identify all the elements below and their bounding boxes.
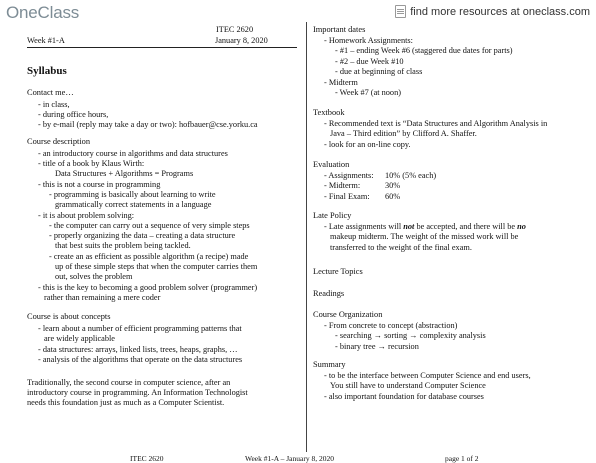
contact-line: - in class, <box>38 100 70 109</box>
organization-line: - binary tree → recursion <box>335 342 419 351</box>
concepts-line: are widely applicable <box>44 334 115 343</box>
header-course: ITEC 2620 <box>216 25 254 34</box>
concepts-heading: Course is about concepts <box>27 312 111 321</box>
description-line: - it is about problem solving: <box>38 211 135 220</box>
late-no-emphasis: no <box>517 222 526 231</box>
eval-value: 60% <box>385 192 401 201</box>
description-line: - create an as efficient as possible algorithm (a recipe) made <box>49 252 249 261</box>
textbook-line: - Recommended text is “Data Structures and Algorithm Analysis in <box>324 119 548 128</box>
traditional-line: Traditionally, the second course in computer science, after an <box>27 378 231 387</box>
organization-line: - searching → sorting → complexity analysis <box>335 331 486 340</box>
description-line: that best suits the problem being tackled. <box>55 241 191 250</box>
late-line: - Late assignments will not be accepted, and there will be no <box>324 222 526 231</box>
dates-line: - Midterm <box>324 78 358 87</box>
description-line: grammatically correct statements in a language <box>55 200 212 209</box>
dates-heading: Important dates <box>313 25 366 34</box>
summary-line: - also important foundation for database courses <box>324 392 484 401</box>
evaluation-heading: Evaluation <box>313 160 350 169</box>
traditional-line: needs this foundation just as much as a Computer Scientist. <box>27 398 225 407</box>
organization-line: - From concrete to concept (abstraction) <box>324 321 458 330</box>
readings-heading: Readings <box>313 289 345 298</box>
textbook-heading: Textbook <box>313 108 345 117</box>
contact-line: - during office hours, <box>38 110 109 119</box>
summary-line: You still have to understand Computer Science <box>330 381 486 390</box>
document-page <box>0 22 596 461</box>
page-title: Syllabus <box>27 65 67 77</box>
header-week: Week #1-A <box>27 36 65 45</box>
eval-value: 30% <box>385 181 401 190</box>
dates-line: - #1 – ending Week #6 (staggered due dates for parts) <box>335 46 513 55</box>
description-line: - title of a book by Klaus Wirth: <box>38 159 145 168</box>
eval-label: - Midterm: <box>324 181 361 190</box>
header-date: January 8, 2020 <box>215 36 268 45</box>
oneclass-topbar <box>0 0 596 22</box>
dates-line: - #2 – due Week #10 <box>335 57 404 66</box>
description-heading: Course description <box>27 137 91 146</box>
description-line: up of these simple steps that when the computer carries them <box>55 262 258 271</box>
description-line: Data Structures + Algorithms = Programs <box>55 169 194 178</box>
late-not-emphasis: not <box>403 222 415 231</box>
lecture-topics-heading: Lecture Topics <box>313 267 363 276</box>
description-line: - this is not a course in programming <box>38 180 161 189</box>
document-icon <box>395 5 406 18</box>
description-line: - the computer can carry out a sequence of very simple steps <box>49 221 250 230</box>
description-line: - programming is basically about learning to write <box>49 190 216 199</box>
dates-line: - Week #7 (at noon) <box>335 88 401 97</box>
summary-line: - to be the interface between Computer Science and end users, <box>324 371 531 380</box>
contact-heading: Contact me… <box>27 88 74 97</box>
late-line: transferred to the weight of the final exam. <box>330 243 472 252</box>
concepts-line: - learn about a number of efficient programming patterns that <box>38 324 242 333</box>
eval-label: - Final Exam: <box>324 192 370 201</box>
dates-line: - due at beginning of class <box>335 67 423 76</box>
header-rule <box>27 47 297 48</box>
late-line: makeup midterm. The weight of the missed work will be <box>330 232 519 241</box>
dates-line: - Homework Assignments: <box>324 36 413 45</box>
summary-heading: Summary <box>313 360 346 369</box>
find-more-text: find more resources at oneclass.com <box>410 5 590 18</box>
textbook-line: Java – Third edition” by Clifford A. Shaffer. <box>330 129 477 138</box>
traditional-line: introductory course in programming. An Information Technologist <box>27 388 248 397</box>
textbook-line: - look for an on-line copy. <box>324 140 411 149</box>
footer-course: ITEC 2620 <box>130 454 164 463</box>
organization-heading: Course Organization <box>313 310 383 319</box>
footer-center: Week #1-A – January 8, 2020 <box>245 454 334 463</box>
description-line: - properly organizing the data – creating a data structure <box>49 231 236 240</box>
footer-page: page 1 of 2 <box>445 454 479 463</box>
concepts-line: - data structures: arrays, linked lists, trees, heaps, graphs, … <box>38 345 238 354</box>
oneclass-logo[interactable]: OneClass <box>6 3 80 22</box>
description-line: - this is the key to becoming a good problem solver (programmer) <box>38 283 258 292</box>
late-heading: Late Policy <box>313 211 352 220</box>
eval-value: 10% (5% each) <box>385 171 437 180</box>
eval-label: - Assignments: <box>324 171 374 180</box>
description-line: - an introductory course in algorithms and data structures <box>38 149 228 158</box>
column-divider <box>306 22 307 452</box>
description-line: rather than remaining a mere coder <box>44 293 161 302</box>
description-line: out, solves the problem <box>55 272 133 281</box>
concepts-line: - analysis of the algorithms that operate on the data structures <box>38 355 243 364</box>
find-more-link[interactable] <box>395 5 590 18</box>
contact-line: - by e-mail (reply may take a day or two): hofbauer@cse.yorku.ca <box>38 120 258 129</box>
